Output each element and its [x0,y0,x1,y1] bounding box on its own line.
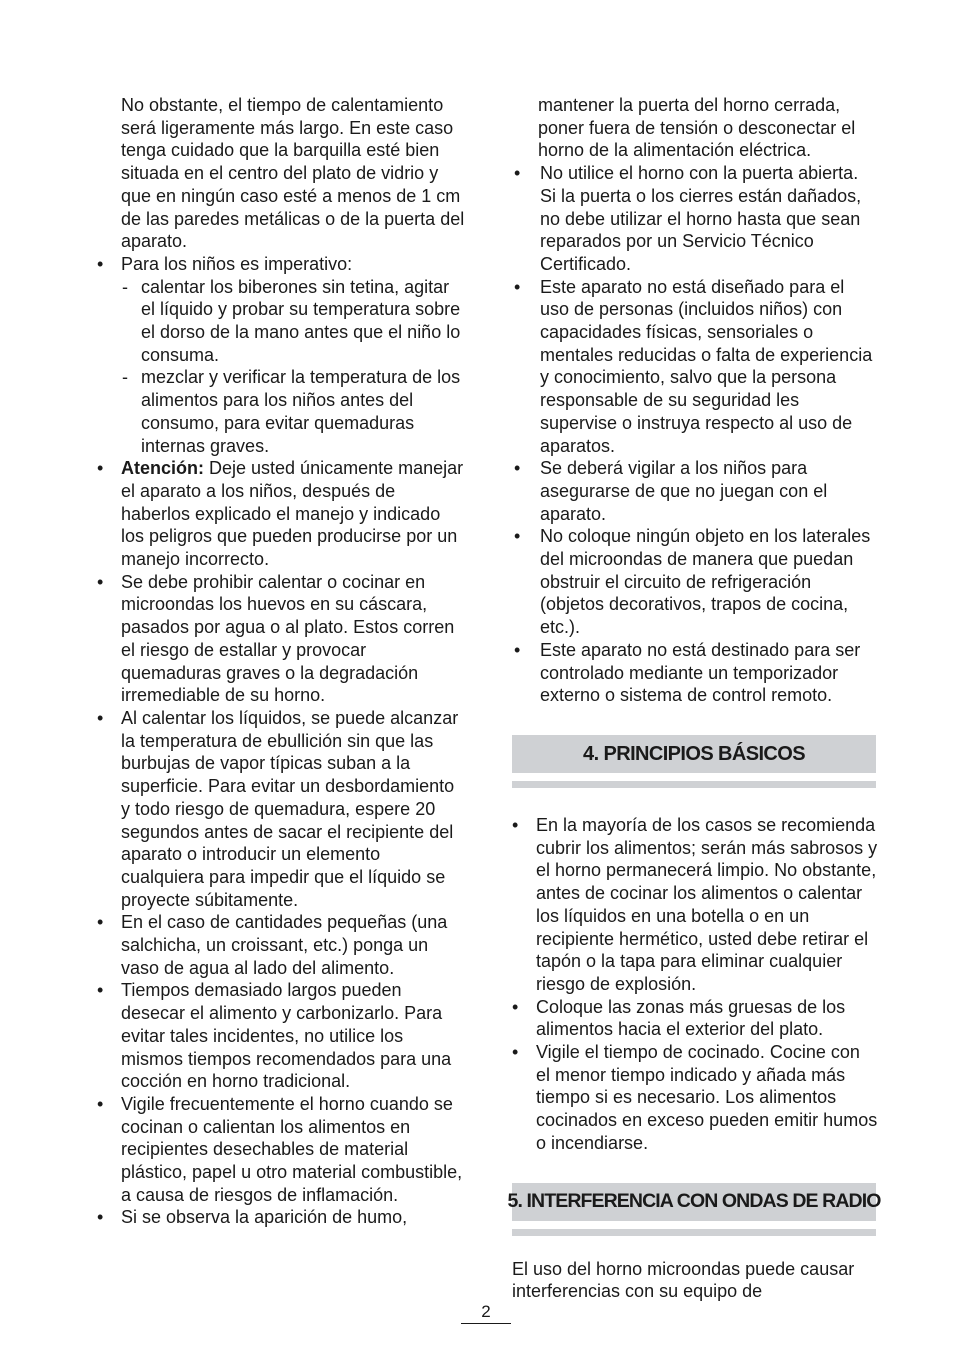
list-item: • En el caso de cantidades pequeñas (una salchicha, un croissant, etc.) ponga un vaso de agua al lado del alimento. [95,911,467,979]
section-4-heading-block [512,735,876,788]
section-4-heading: 4. PRINCIPIOS BÁSICOS [512,735,876,773]
dash-item: - calentar los biberones sin tetina, agitar el líquido y probar su temperatura sobre el dorso de la mano antes que el niño lo consuma. [95,276,467,367]
list-item: • Al calentar los líquidos, se puede alcanzar la temperatura de ebullición sin que las burbujas de vapor típicas suban a la superficie. Para evitar un desbordamiento y todo riesgo de quemadura, espere 20 segundos antes de sacar el recipiente del aparato o introducir un elemento cualquiera para impedir que el líquido se proyecte súbitamente. [95,707,467,911]
bullet-text: Para los niños es imperativo: [121,253,353,274]
right-continued-paragraph: mantener la puerta del horno cerrada, poner fuera de tensión o desconectar el horno de la alimentación eléctrica. [538,95,856,161]
section-4-list [510,814,878,1155]
heading-rule [512,781,876,788]
section-5-heading-block [507,1183,881,1236]
list-item: • Tiempos demasiado largos pueden desecar el alimento y carbonizarlo. Para evitar tales incidentes, no utilice los mismos tiempos recomendados para una cocción en horno tradicional. [95,979,467,1093]
heading-rule [512,1229,876,1236]
dash-item: - mezclar y verificar la temperatura de los alimentos para los niños antes del consumo, para evitar quemaduras internas graves. [95,366,467,457]
bullet-text: Deje usted únicamente manejar el aparato a los niños, después de haberlos explicado el manejo y indicado los peligros que pueden producirse por un manejo incorrecto. [121,458,464,570]
list-item: • Coloque las zonas más gruesas de los alimentos hacia el exterior del plato. [510,996,878,1041]
list-item: • No coloque ningún objeto en los laterales del microondas de manera que puedan obstruir el circuito de refrigeración (objetos decorativos, trapos de cocina, etc.). [510,525,878,639]
list-item: • Se deberá vigilar a los niños para asegurarse de que no juegan con el aparato. [510,457,878,525]
attention-label: Atención: [121,458,204,479]
list-item [95,457,467,571]
list-item: • Este aparato no está destinado para ser controlado mediante un temporizador externo o sistema de control remoto. [510,639,878,707]
left-intro-paragraph: No obstante, el tiempo de calentamiento será ligeramente más largo. En este caso tenga cuidado que la barquilla esté bien situada en el centro del plato de vidrio y que en ningún caso esté a menos de 1 cm de las paredes metálicas o de la puerta del aparato. [121,95,465,252]
list-item: • En la mayoría de los casos se recomienda cubrir los alimentos; serán más sabrosos y el horno permanecerá limpio. No obstante, antes de cocinar los alimentos o calentar los líquidos en una botella o en un recipiente hermético, usted debe retirar el tapón o la tapa para eliminar cualquier riesgo de explosión. [510,814,878,996]
left-bullet-list [95,253,467,1229]
list-item: • Este aparato no está diseñado para el uso de personas (incluidos niños) con capacidades físicas, sensoriales o mentales reducidas o falta de experiencia y conocimiento, salvo que la persona responsable de su seguridad les supervise o instruya respecto al uso de aparatos. [510,276,878,458]
section-5-heading: 5. INTERFERENCIA CON ONDAS DE RADIO [512,1183,876,1221]
list-item: • Vigile el tiempo de cocinado. Cocine con el menor tiempo indicado y añada más tiempo si es necesario. Los alimentos cocinados en exceso pueden emitir humos o incendiarse. [510,1041,878,1155]
list-item: • No utilice el horno con la puerta abierta. Si la puerta o los cierres están dañados, no debe utilizar el horno hasta que sean reparados por un Servicio Técnico Certificado. [510,162,878,276]
list-item: • Se debe prohibir calentar o cocinar en microondas los huevos en su cáscara, pasados por agua o al plato. Estos corren el riesgo de estallar y provocar quemaduras graves o la degradación irremediable de su horno. [95,571,467,707]
right-column [507,94,881,1303]
list-item [95,253,467,276]
list-item: • Si se observa la aparición de humo, [95,1206,467,1229]
page-number: 2 [461,1302,511,1324]
right-bullet-list [510,162,878,707]
list-item: • Vigile frecuentemente el horno cuando se cocinan o calientan los alimentos en recipientes desechables de material plástico, papel u otro material combustible, a causa de riesgos de inflamación. [95,1093,467,1207]
left-column [95,94,467,1229]
section-5-paragraph: El uso del horno microondas puede causar interferencias con su equipo de [512,1258,855,1302]
